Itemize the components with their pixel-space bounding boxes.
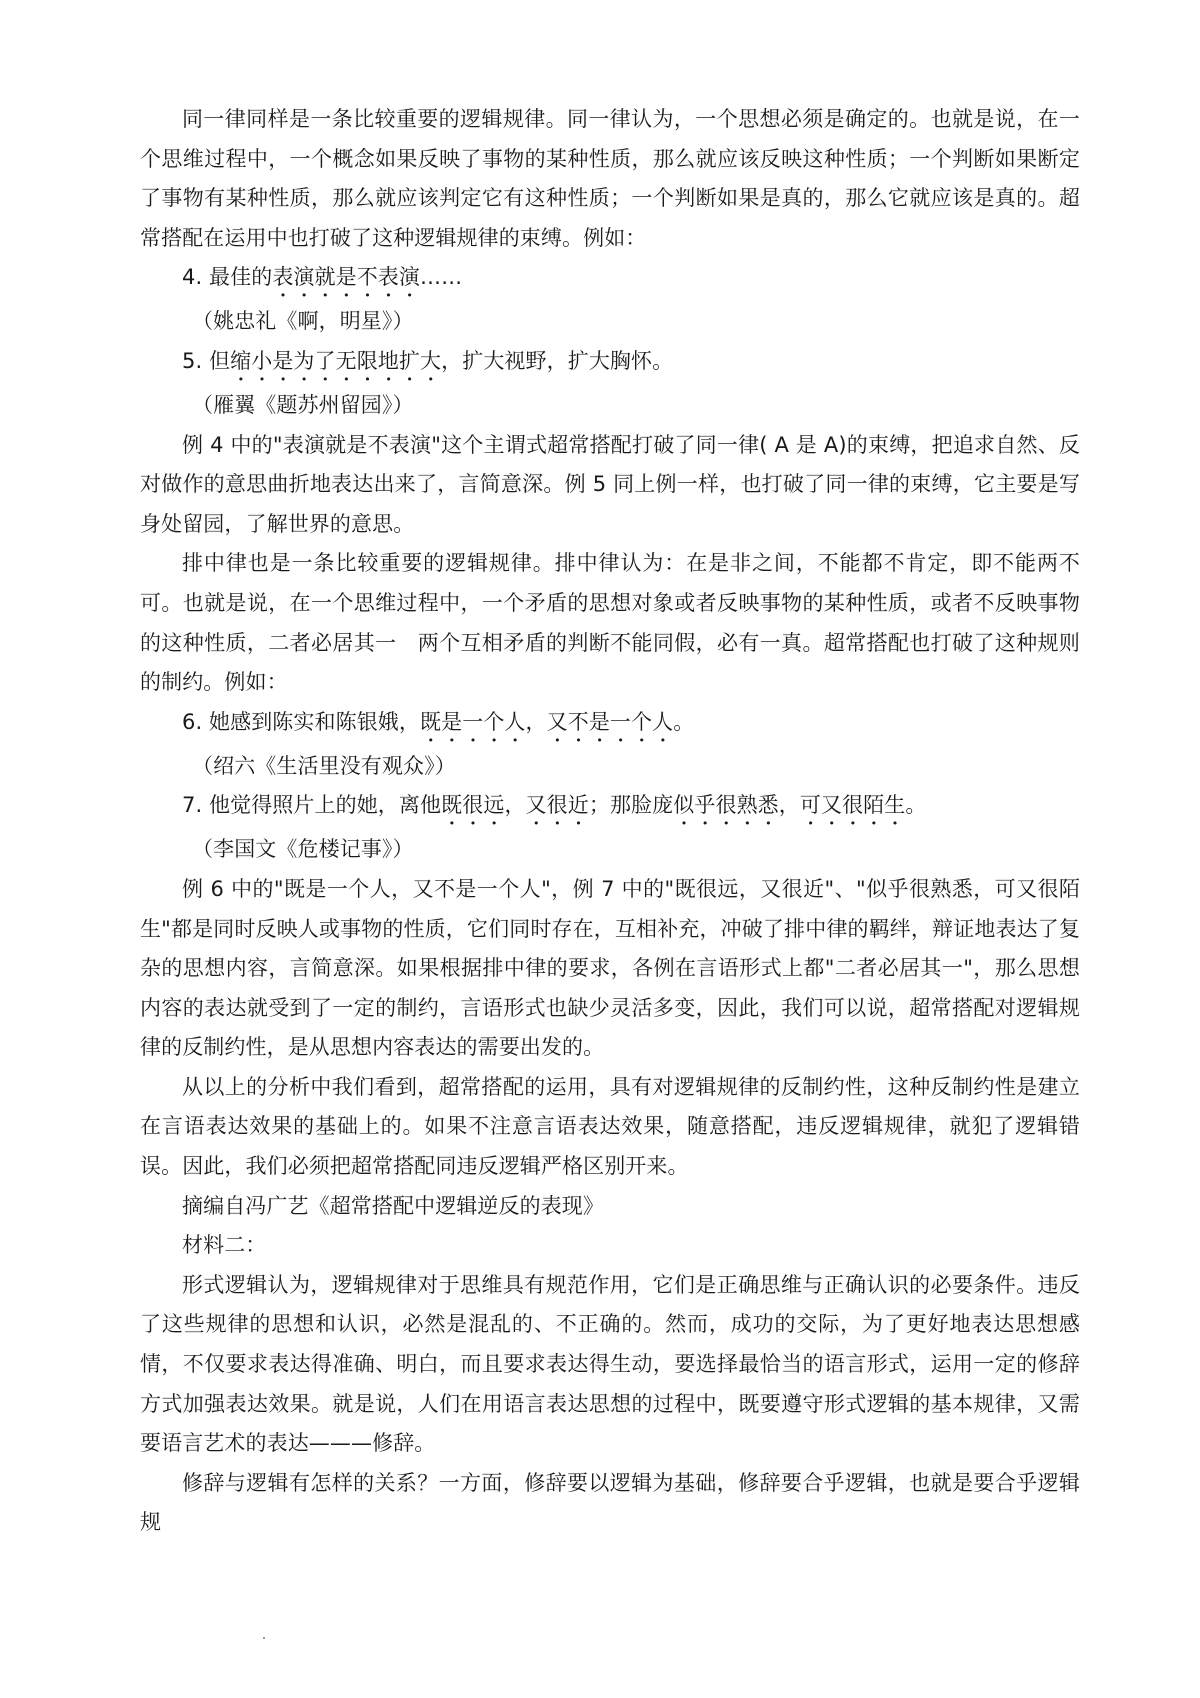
example-7-emphasis-3: 似乎很熟悉 — [673, 793, 779, 818]
example-6-source: （绍六《生活里没有观众》） — [192, 753, 456, 778]
document-body — [140, 100, 1080, 1543]
example-4-emphasis: 表演就是不表演 — [272, 265, 421, 290]
material-2-heading: 材料二： — [182, 1233, 267, 1258]
example-7-prefix: 7. 他觉得照片上的她，离他 — [182, 793, 442, 818]
example-5-prefix: 5. 但 — [182, 348, 231, 373]
example-4-source: （姚忠礼《啊，明星》） — [192, 309, 414, 334]
paragraph-rhetoric-logic: 修辞与逻辑有怎样的关系？一方面，修辞要以逻辑为基础，修辞要合乎逻辑，也就是要合乎逻辑规 — [140, 1470, 1080, 1535]
citation-line: 摘编自冯广艺《超常搭配中逻辑逆反的表现》 — [182, 1193, 604, 1218]
stray-mark — [263, 1637, 265, 1639]
example-4-suffix: …… — [420, 265, 463, 290]
example-7-emphasis-1: 既很远 — [441, 793, 505, 818]
paragraph-identity-law: 同一律同样是一条比较重要的逻辑规律。同一律认为，一个思想必须是确定的。也就是说，在一个思维过程中，一个概念如果反映了事物的某种性质，那么就应该反映这种性质；一个判断如果断定了事物有某种性质，那么就应该判定它有这种性质；一个判断如果是真的，那么它就应该是真的。超常搭配在运用中也打破了这种逻辑规律的束缚。例如： — [140, 107, 1080, 250]
example-4 — [140, 258, 1080, 302]
paragraph-conclusion: 从以上的分析中我们看到，超常搭配的运用，具有对逻辑规律的反制约性，这种反制约性是建立在言语表达效果的基础上的。如果不注意言语表达效果，随意搭配，违反逻辑规律，就犯了逻辑错误。因此，我们必须把超常搭配同违反逻辑严格区别开来。 — [140, 1074, 1080, 1179]
example-5-emphasis: 缩小是为了无限地扩大 — [230, 348, 442, 373]
example-7-source: （李国文《危楼记事》） — [192, 837, 414, 862]
example-6-suffix: 。 — [673, 709, 695, 734]
example-5 — [140, 342, 1080, 386]
example-7-emphasis-2: 又很近 — [525, 793, 589, 818]
paragraph-formal-logic: 形式逻辑认为，逻辑规律对于思维具有规范作用，它们是正确思维与正确认识的必要条件。违反了这些规律的思想和认识，必然是混乱的、不正确的。然而，成功的交际，为了更好地表达思想感情，不仅要求表达得准确、明白，而且要求表达得生动，要选择最恰当的语言形式，运用一定的修辞方式加强表达效果。就是说，人们在用语言表达思想的过程中，既要遵守形式逻辑的基本规律，又需要语言艺术的表达———修辞。 — [140, 1272, 1080, 1456]
example-7-mid-1: ， — [504, 793, 526, 818]
example-6-emphasis-1: 既是一个人 — [420, 709, 526, 734]
example-5-source: （雁翼《题苏州留园》） — [192, 392, 414, 417]
example-7-suffix: 。 — [905, 793, 927, 818]
example-7-mid-3: ， — [778, 793, 800, 818]
example-6-prefix: 6. 她感到陈实和陈银娥， — [182, 709, 421, 734]
paragraph-example-analysis-2: 例 6 中的"既是一个人，又不是一个人"，例 7 中的"既很远，又很近"、"似乎很熟悉，可又很陌生"都是同时反映人或事物的性质，它们同时存在，互相补充，冲破了排中律的羁绊，辩证地表达了复杂的思想内容，言简意深。如果根据排中律的要求，各例在言语形式上都"二者必居其一"，那么思想内容的表达就受到了一定的制约，言语形式也缺少灵活多变，因此，我们可以说，超常搭配对逻辑规律的反制约性，是从思想内容表达的需要出发的。 — [140, 876, 1080, 1060]
example-4-prefix: 4. 最佳的 — [182, 265, 273, 290]
example-7-emphasis-4: 可又很陌生 — [799, 793, 906, 818]
example-6-mid: ， — [525, 709, 547, 734]
example-6-emphasis-2: 又不是一个人 — [546, 709, 674, 734]
example-6 — [140, 703, 1080, 747]
example-5-suffix: ，扩大视野，扩大胸怀。 — [441, 348, 674, 373]
paragraph-excluded-middle: 排中律也是一条比较重要的逻辑规律。排中律认为：在是非之间，不能都不肯定，即不能两不可。也就是说，在一个思维过程中，一个矛盾的思想对象或者反映事物的某种性质，或者不反映事物的这种性质，二者必居其一 两个互相矛盾的判断不能同假，必有一真。超常搭配也打破了这种规则的制约。例如： — [140, 551, 1080, 695]
example-7-mid-2: ；那脸庞 — [588, 793, 674, 818]
example-7 — [140, 786, 1080, 830]
paragraph-example-analysis-1: 例 4 中的"表演就是不表演"这个主谓式超常搭配打破了同一律( A 是 A)的束缚，把追求自然、反对做作的意思曲折地表达出来了，言简意深。例 5 同上例一样，也打破了同一律的束缚，它主要是写身处留园，了解世界的意思。 — [140, 432, 1080, 536]
